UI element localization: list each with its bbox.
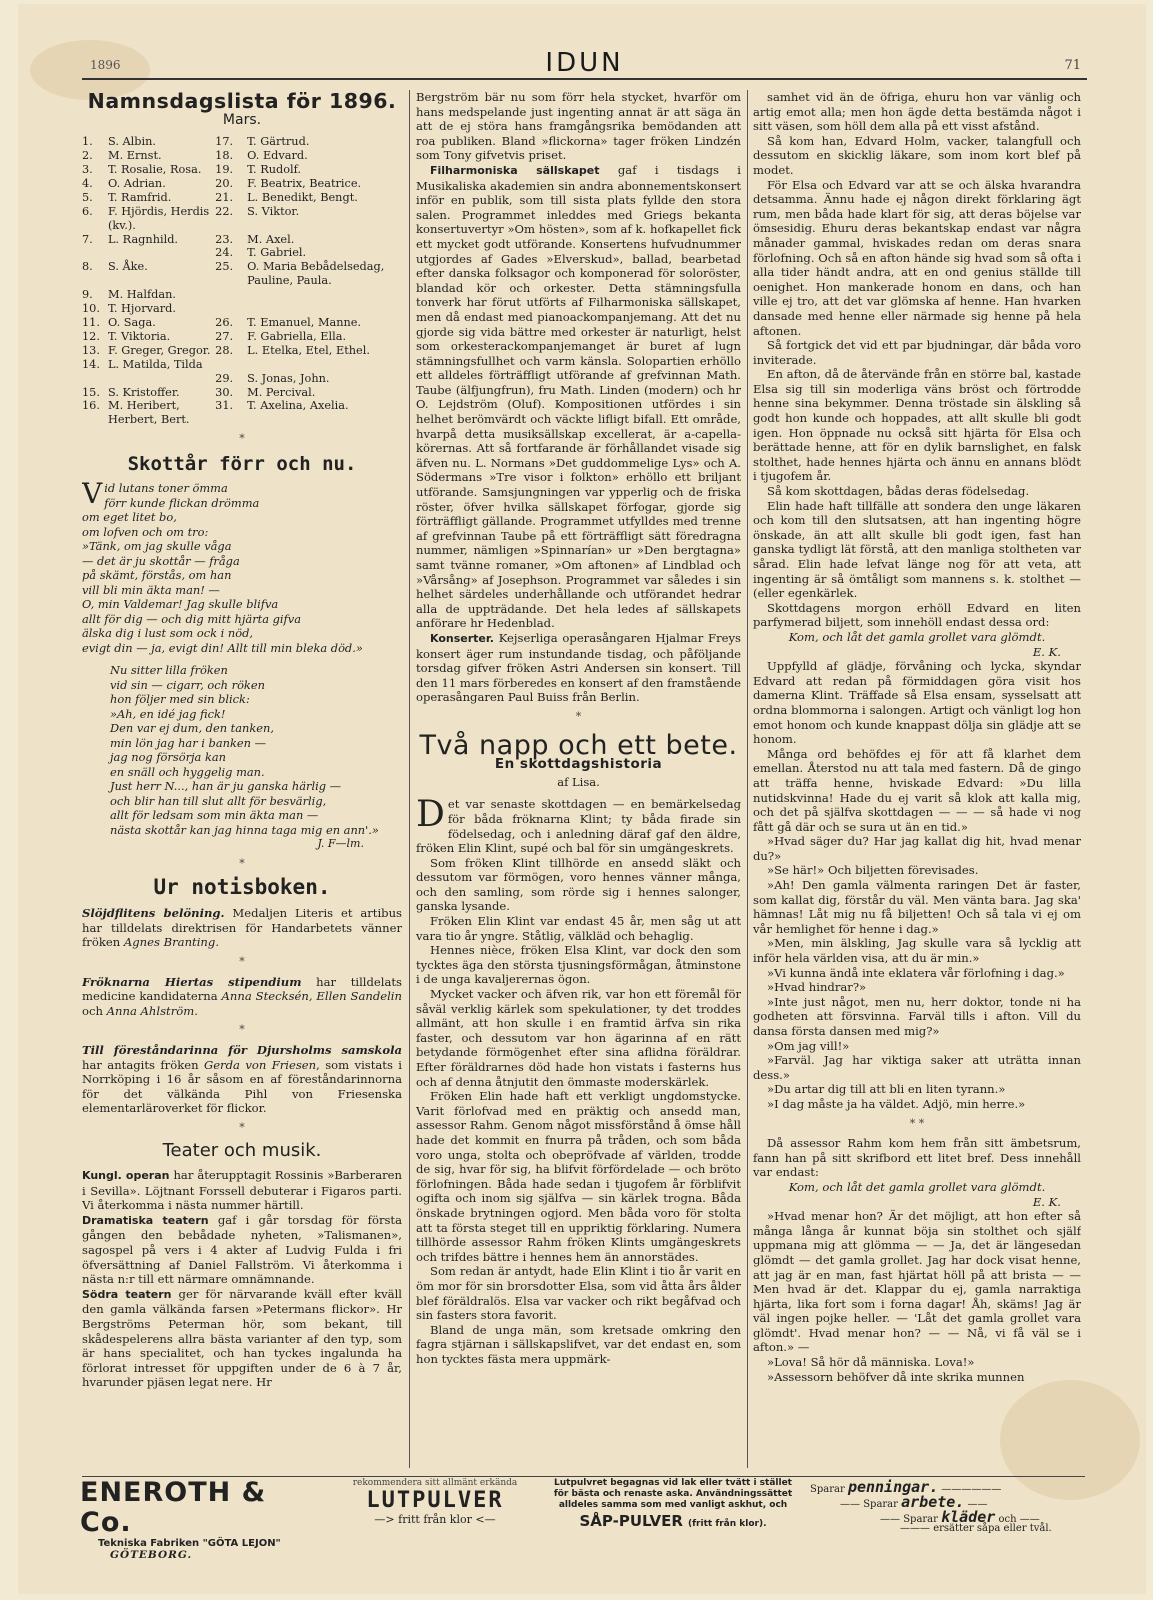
namnsdag-names: F. Gabriella, Ella. xyxy=(247,329,347,343)
notis-item xyxy=(82,1043,402,1116)
namnsdag-row xyxy=(82,386,402,400)
ad-lutpulver xyxy=(330,1478,540,1540)
story-paragraph: »Inte just något, men nu, herr doktor, tonde ni ha godheten att försvinna. Farväl tills i afton. Vill du dansa första dansen med mig?» xyxy=(753,994,1081,1038)
poem-line: älska dig i lust som ock i nöd, xyxy=(82,626,253,641)
poem-1 xyxy=(82,477,402,655)
namnsdag-names xyxy=(247,288,402,302)
story-paragraph: »Se här!» Och biljetten förevisades. xyxy=(767,863,979,878)
story-paragraph: En afton, då de återvände från en större bal, kastade Elsa sig till sin moderliga väns bröst och förtrodde henne sina bekymmer. Denna tröstade sin älskling så godt hon kunde och hoppades, att allt skulle bli godt igen. Hon öppnade nu också sitt hjärta för Elsa och berättade henne, att för en dylik barnslighet, en falsk stolthet, hade hennes hjärta och ännu en annans blödt i tjugofem år. xyxy=(753,367,1081,484)
article-text xyxy=(416,631,741,705)
poem-line: »Ah, en idé jag fick! xyxy=(110,706,226,721)
poem-line: vill bli min äkta man! — xyxy=(82,582,220,597)
namnsdag-day: 1. xyxy=(82,135,93,149)
namnsdag-row xyxy=(82,177,402,191)
poem-signature: J. F—lm. xyxy=(317,837,364,851)
poem-line: förr kunde flickan drömma xyxy=(104,495,260,510)
namnsdag-row xyxy=(82,302,402,316)
namnsdag-names: O. Adrian. xyxy=(108,176,166,190)
namnsdag-row xyxy=(82,191,402,205)
teater-paragraph xyxy=(82,1287,402,1390)
teater-paragraph xyxy=(82,1168,402,1213)
namnsdag-day: 14. xyxy=(82,357,100,371)
story-quote: Kom, och låt det gamla grollet vara glömdt. xyxy=(788,1179,1046,1194)
ad-sap-name: SÅP-PULVER xyxy=(579,1512,683,1530)
namnsdag-names: T. Hjorvard. xyxy=(108,302,176,316)
story-paragraph: »Assessorn behöfver då inte skrika munnen xyxy=(767,1369,1025,1384)
story-paragraph: Fröken Elin Klint var endast 45 år, men såg ut att vara tio år yngre. Ståtlig, välkläd och behaglig. xyxy=(416,914,741,943)
story-paragraph: Elin hade haft tillfälle att sondera den unge läkaren och kom till den slutsatsen, att han ingenting högre önskade, än att allt skulle bli godt igen, fast han ganska tydligt lät förstå, att den manliga stoltheten var sårad. Elin hade lefvat länge nog för att veta, att ingenting är så ömtåligt som mannens s. k. stolthet — (eller egenkärlek. xyxy=(753,498,1081,601)
namnsdag-day: 15. xyxy=(82,385,100,399)
poem-line: och blir han till slut allt för besvärlig, xyxy=(110,793,327,808)
namnsdag-day: 12. xyxy=(82,329,100,343)
story-paragraph: För Elsa och Edvard var att se och älska hvarandra detsamma. Ännu hade ej någon direkt förklaring ägt rum, men båda hade klart för sig, att deras böjelse var ömsesidig. Ehuru deras bekantskap endast var några månader gammal, hviskades redan om deras snara förlofning. Och så en afton hände sig hvad som så ofta i alla tider händt andra, att en ond genius ställde till oenighet. Hon mankerade honom en dans, och han ville ej tro, att det var glömska af henne. Han hvarken dansade med henne eller närmade sig henne på hela aftonen. xyxy=(753,177,1081,338)
notis-end: . xyxy=(215,935,220,950)
story-paragraph: »Men, min älskling, Jag skulle vara så lycklig att inför hela världen visa, att du är min.» xyxy=(753,936,1081,966)
namnsdag-names: S. Albin. xyxy=(108,135,157,149)
notis-name: Gerda von Friesen xyxy=(203,1057,317,1072)
poem-line: »Tänk, om jag skulle våga xyxy=(82,539,232,554)
namnsdag-title: Namnsdagslista för 1896. xyxy=(87,90,397,113)
namnsdag-row xyxy=(82,330,402,344)
teater-lead: Kungl. operan xyxy=(82,1169,170,1183)
poem-line: allt för ledsam som min äkta man — xyxy=(110,808,319,823)
notis-lead: Till föreståndarinna för Djursholms samskola xyxy=(82,1042,402,1057)
poem-line: evigt din — ja, evigt din! Allt till min bleka död.» xyxy=(82,640,363,655)
namnsdag-names xyxy=(108,246,215,260)
namnsdag-names: O. Maria Bebådelsedag, Pauline, Paula. xyxy=(247,260,385,288)
story-paragraph: »Hvad hindrar?» xyxy=(767,980,867,995)
story-quote: Kom, och låt det gamla grollet vara glömdt. xyxy=(788,629,1046,644)
story-paragraph: »Du artar dig till att bli en liten tyrann.» xyxy=(767,1082,1006,1097)
namnsdag-names: T. Rudolf. xyxy=(247,163,302,176)
namnsdag-day: 4. xyxy=(82,176,93,190)
namnsdag-names: L. Ragnhild. xyxy=(108,232,179,246)
poem-line: O, min Valdemar! Jag skulle blifva xyxy=(82,597,279,612)
ad-sparar-row: Sparar penningar. —————— xyxy=(810,1478,1002,1496)
story-paragraph: Hennes nièce, fröken Elsa Klint, var dock den som tycktes äga den största tjusningsförmågan, åtminstone i de unga kavaljerernas ögon. xyxy=(416,943,741,987)
notis-name: Anna Stecksén, Ellen Sandelin xyxy=(221,989,402,1004)
namnsdag-names: O. Edvard. xyxy=(247,149,308,163)
namnsdag-names: S. Viktor. xyxy=(247,204,300,218)
story-paragraph: »Lova! Så hör då människa. Lova!» xyxy=(767,1355,975,1370)
namnsdag-month: Mars. xyxy=(222,111,262,128)
ad-sparar-label: och xyxy=(998,1514,1017,1525)
poem-2 xyxy=(82,663,402,837)
namnsdag-row xyxy=(82,372,402,386)
separator: * xyxy=(239,1120,245,1134)
ad-lutpulver-top: rekommendera sitt allmänt erkända xyxy=(352,1478,518,1488)
ad-sap-pulver xyxy=(548,1478,798,1540)
column-rule xyxy=(409,90,410,1468)
poem-line: Just herr N..., han är ju ganska härlig — xyxy=(110,779,342,794)
notis-name: Anna Ahlström xyxy=(106,1003,195,1018)
namnsdag-names: T. Viktoria. xyxy=(108,329,171,343)
story-paragraph: Som redan är antydt, hade Elin Klint i tio år varit en öm mor för sin brorsdotter Elsa, som vid åtta års ålder blef föräldralös. Elsa var vacker och rikt begåfvad och sin fasters stora favorit. xyxy=(416,1264,741,1323)
namnsdag-day: 22. xyxy=(215,204,234,218)
magazine-title: IDUN xyxy=(545,48,624,78)
ad-sparar-row: —— Sparar arbete. —— xyxy=(840,1493,988,1511)
teater-title: Teater och musik. xyxy=(162,1139,322,1161)
notis-name: Agnes Branting xyxy=(123,935,216,950)
namnsdag-names: T. Ramfrid. xyxy=(108,190,172,204)
namnsdag-names: T. Axelina, Axelia. xyxy=(247,399,349,413)
namnsdag-names: T. Gärtrud. xyxy=(247,135,310,149)
namnsdag-day: 9. xyxy=(82,288,93,302)
separator: * xyxy=(575,709,582,723)
story-paragraph: Mycket vacker och äfven rik, var hon ett föremål för såväl verklig kärlek som spekulationer, ty det troddes allmänt, att hon skulle i en framtid ärfva sin rika faster, och dessutom var hon ägarinna af en rätt betydande förmögenhet efter sina aflidna föräldrar. Efter föräldrarnes död hade hon vistats i fasterns hus och af denna åtnjutit den ömmaste moderskärlek. xyxy=(416,987,741,1089)
header-year: 1896 xyxy=(90,58,121,72)
namnsdag-names xyxy=(108,372,215,386)
story-paragraph: Så kom han, Edvard Holm, vacker, talangfull och dessutom en skicklig läkare, som inom kort blef på modet. xyxy=(753,133,1081,177)
story-paragraph: Många ord behöfdes ej för att få klarhet dem emellan. Återstod nu att tala med fastern. Då de gingo att träffa henne, hviskade Edvard: »Du lilla nutidskvinna! Hade du ej varit så klok att kalla mig, och det på själfva skottdagen — — — så hade vi nog fått gå där och se sura ut än en tid.» xyxy=(753,746,1081,834)
story-paragraph: »Om jag vill!» xyxy=(767,1038,850,1053)
teater-lead: Södra teatern xyxy=(82,1287,172,1301)
teater-lead: Dramatiska teatern xyxy=(82,1213,209,1227)
story-paragraph: Skottdagens morgon erhöll Edvard en liten parfymerad biljett, som innehöll endast dessa ord: xyxy=(753,600,1081,630)
namnsdag-row xyxy=(82,344,402,358)
namnsdag-day xyxy=(215,288,247,302)
ad-sparar-label: Sparar xyxy=(903,1514,938,1525)
notis-title: Ur notisboken. xyxy=(153,874,331,899)
poem-line: allt för dig — och dig mitt hjärta gifva xyxy=(82,611,302,626)
namnsdag-day: 10. xyxy=(82,302,100,316)
ad-eneroth xyxy=(80,1477,320,1561)
notis-end: . xyxy=(194,1003,198,1018)
namnsdag-row xyxy=(82,260,402,288)
namnsdag-day: 31. xyxy=(215,399,234,413)
namnsdag-day xyxy=(82,246,108,260)
namnsdag-day: 29. xyxy=(215,371,234,385)
poem-line: Nu sitter lilla fröken xyxy=(110,663,228,678)
separator: * xyxy=(239,954,245,968)
namnsdag-names: T. Emanuel, Manne. xyxy=(247,315,362,329)
namnsdag-day: 26. xyxy=(215,315,234,329)
ad-eneroth-city: GÖTEBORG. xyxy=(110,1549,193,1561)
namnsdag-names: T. Rosalie, Rosa. xyxy=(108,163,202,176)
namnsdag-day: 11. xyxy=(82,315,100,329)
poem-line: på skämt, förstås, om han xyxy=(82,568,232,583)
namnsdag-day: 25. xyxy=(215,260,234,274)
story-paragraph: »Ah! Den gamla välmenta raringen Det är faster, som kallat dig, förstår du väl. Men vänta bara. Jag ska' hämnas! Låt mig nu få biljetten! Och så tala vi ej om vår hemlighet för henne i dag.» xyxy=(753,878,1081,936)
section-stars: * * xyxy=(909,1116,925,1130)
story-title: Två napp och ett bete. xyxy=(419,729,738,761)
ad-eneroth-name: ENEROTH & Co. xyxy=(80,1477,267,1538)
notis-text: har tilldelats medicine kandidaterna xyxy=(82,974,402,1004)
story-paragraph: Bland de unga män, som kretsade omkring den fagra stjärnan i sällskapslifvet, var det endast en, som hon tycktes fästa mera uppmärk- xyxy=(416,1322,741,1366)
skottar-title: Skottår förr och nu. xyxy=(127,452,357,475)
poem-line: Den var ej dum, den tanken, xyxy=(110,721,274,736)
namnsdag-day: 19. xyxy=(215,163,234,176)
notis-text: har antagits fröken xyxy=(82,1057,204,1072)
namnsdag-row xyxy=(82,358,402,372)
namnsdag-day: 6. xyxy=(82,204,93,218)
namnsdag-day xyxy=(82,372,108,386)
ad-lutpulver-name: LUTPULVER xyxy=(366,1488,504,1513)
ad-sparar xyxy=(810,1478,1080,1540)
story-paragraph: »Hvad menar hon? Är det möjligt, att hon efter så många långa år kunnat böja sin stolthet och själf uppmana mig att glömma — — Ja, det är längesedan glömdt — det gamla grollet. Jag har dock visat henne, att jag är en man, fast hjärtat höll på att brista — — Men hvad är det. Klappar du ej, gamla narraktiga hjärta, lika fort som i forna dagar! Åh, skäms! Jag är väl ingen pojke heller. — 'Låt det gamla grollet vara glömdt'. Hvad menar hon? — — Nå, vi få väl se i afton.» — xyxy=(753,1209,1081,1355)
poem-line: jag nog försörja kan xyxy=(110,750,226,765)
teater-text: ger för närvarande kväll efter kväll den gamla välkända farsen »Petermans flickor». Hr Bergströms Peterman hör, som bekant, till skådespelerens allra bästa varianter af den typ, som är hans specialitet, och han tyckes ingalunda ha förlorat intresset för uppgiften under de 6 à 7 år, hvarunder pjäsen legat nere. Hr xyxy=(82,1286,402,1390)
story-signature: E. K. xyxy=(1032,644,1061,659)
namnsdag-names: M. Axel. xyxy=(247,232,295,246)
ad-eneroth-sub: Tekniska Fabriken "GÖTA LEJON" xyxy=(98,1538,281,1549)
namnsdag-row xyxy=(82,163,402,177)
poem-line: om eget litet bo, xyxy=(82,510,177,525)
separator: * xyxy=(239,432,245,446)
story-paragraph: Fröken Elin hade haft ett verkligt ungdomstycke. Varit förlofvad med en präktig och ansedd man, assessor Rahm. Genom något missförstånd å ömse håll hade det kommit en fnurra på tråden, och som båda voro unga, stolta och obepröfvade af världen, trodde de sig, hvar för sig, ha blifvit förfördelade — och bröto förlofningen. Båda hade sedan i tjugofem år förblifvit ogifta och inom sig själfva — sin kärlek trogna. Båda önskade brytningen ogjord. Men båda voro för stolta att ta första steget till en uppriktig förklaring. Numera tillhörde assessor Rahm fröken Klints umgängeskrets och trifdes bättre i hennes hem än annorstädes. xyxy=(416,1089,741,1264)
namnsdag-names: O. Saga. xyxy=(108,315,156,329)
namnsdag-names: S. Kristoffer. xyxy=(108,385,180,399)
namnsdag-day: 20. xyxy=(215,176,234,190)
namnsdag-names: M. Halfdan. xyxy=(108,288,176,302)
namnsdag-names: F. Hjördis, Herdis (kv.). xyxy=(108,204,210,232)
page-number: 71 xyxy=(1064,58,1081,73)
namnsdag-names: L. Etelka, Etel, Ethel. xyxy=(247,343,370,357)
namnsdag-table xyxy=(82,135,402,427)
story-paragraph: et var senaste skottdagen — en bemärkelsedag för båda fröknarna Klint; ty båda firade sin födelsedag, och i anledning däraf gaf den äldre, fröken Elin Klint, supé och bal för sin umgängeskrets. xyxy=(416,797,741,856)
notis-item xyxy=(82,975,402,1019)
story-author: af Lisa. xyxy=(557,774,600,789)
namnsdag-day: 17. xyxy=(215,135,234,149)
namnsdag-day xyxy=(215,302,247,316)
ad-sparar-word: kläder xyxy=(941,1508,996,1526)
column-rule xyxy=(747,90,748,1468)
namnsdag-names: F. Greger, Gregor. xyxy=(108,343,211,357)
story-paragraph: Så fortgick det vid ett par bjudningar, där båda voro inviterade. xyxy=(753,338,1081,367)
namnsdag-row xyxy=(82,246,402,260)
ad-sparar-word: penningar. xyxy=(847,1478,939,1496)
article-text: Bergström bär nu som förr hela stycket, hvarför om hans medspelande just ingenting annat är att säga än att de ej störa hans framgångsrika bemödanden att roa publiken. Bland »flickorna» tager fröken Lindzén som Tony gifvetvis priset. xyxy=(416,90,741,163)
column-1 xyxy=(82,90,402,1478)
story-paragraph: »I dag måste ja ha väldet. Adjö, min herre.» xyxy=(767,1096,1026,1111)
namnsdag-names: T. Gabriel. xyxy=(247,246,307,260)
poem-line: — det är ju skottår — fråga xyxy=(82,553,240,568)
namnsdag-names: F. Beatrix, Beatrice. xyxy=(247,176,362,190)
poem-dropcap: V xyxy=(82,477,103,511)
namnsdag-day: 21. xyxy=(215,190,234,204)
story-dropcap: D xyxy=(416,794,445,836)
namnsdag-day: 23. xyxy=(215,232,234,246)
ad-sparar-row: ——— ersätter såpa eller tvål. xyxy=(900,1523,1052,1534)
notis-text: Medaljen Literis et artibus har tilldelats direktrisen för Handarbetets vänner fröken xyxy=(82,906,402,950)
poem-line: id lutans toner ömma xyxy=(104,481,228,496)
poem-line: en snäll och hyggelig man. xyxy=(110,764,265,779)
page-header xyxy=(82,44,1087,80)
poem-line: nästa skottår kan jag hinna taga mig en ann'.» xyxy=(110,822,379,837)
ad-sap-text: Lutpulvret begagnas vid lak eller tvätt i stället för bästa och renaste aska. Användningssättet alldeles samma som med vanligt askhut, och xyxy=(553,1478,793,1510)
namnsdag-row xyxy=(82,399,402,427)
story-signature: E. K. xyxy=(1032,1194,1061,1209)
namnsdag-day xyxy=(215,358,247,372)
namnsdag-day: 30. xyxy=(215,385,234,399)
article-text xyxy=(416,163,741,631)
notis-end: , som vistats i Norrköping i 16 år såsom en af föreståndarinnorna för det välkända Pihl von Friesenska elementarläroverket för flickor. xyxy=(82,1057,402,1116)
poem-line: om lofven och om tro: xyxy=(82,524,209,539)
namnsdag-day: 24. xyxy=(215,246,234,260)
notis-mid: och xyxy=(82,1003,107,1018)
ad-sparar-tail: ersätter såpa eller tvål. xyxy=(933,1523,1052,1534)
notis-lead: Fröknarna Hiertas stipendium xyxy=(82,974,302,989)
namnsdag-row xyxy=(82,316,402,330)
ad-sparar-label: Sparar xyxy=(863,1499,898,1510)
poem-line: vid sin — cigarr, och röken xyxy=(110,677,265,692)
namnsdag-names: M. Ernst. xyxy=(108,149,162,163)
namnsdag-day: 27. xyxy=(215,329,234,343)
namnsdag-names: M. Heribert, Herbert, Bert. xyxy=(108,399,190,427)
teater-text: gaf i går torsdag för första gången den bebådade nyheten, »Talismanen», sagospel på vers i 4 akter af Ludvig Fulda i fri öfversättning af Daniel Fallström. Vi återkomma i nästa n:r till ett närmare omnämnande. xyxy=(82,1212,402,1287)
separator: * xyxy=(239,857,245,870)
ad-lutpulver-bottom: —> fritt från klor <— xyxy=(374,1513,496,1526)
ad-sparar-label: Sparar xyxy=(810,1484,845,1495)
story-paragraph: samhet vid än de öfriga, ehuru hon var vänlig och artig emot alla; men hon ägde detta bestämda något i sitt väsen, som höll dem alla på ett visst afstånd. xyxy=(753,90,1081,134)
article-lead: Konserter. xyxy=(430,631,494,645)
namnsdag-names: S. Jonas, John. xyxy=(247,371,330,385)
story-paragraph: Uppfylld af glädje, förvåning och lycka, skyndar Edvard att redan på förmiddagen göra visit hos damerna Klint. Träffade så Elsa ensam, sysselsatt att ordna blommorna i salongen. Artigt och vänligt log hon emot honom och kunde knappast dölja sin glädje att se honom. xyxy=(753,659,1081,747)
namnsdag-day: 28. xyxy=(215,343,234,357)
column-2 xyxy=(416,90,741,1478)
story-body xyxy=(416,794,741,1366)
namnsdag-names xyxy=(247,358,402,372)
namnsdag-day: 2. xyxy=(82,149,93,163)
article-lead: Filharmoniska sällskapet xyxy=(430,163,600,177)
notis-item xyxy=(82,906,402,950)
namnsdag-day: 5. xyxy=(82,190,93,204)
article-body: Kejserliga operasångaren Hjalmar Freys konsert äger rum instundande tisdag, och påföljande torsdag gifver fröken Astri Andersen sin konsert. Till den 11 mars förberedes en konsert af den framstående operasångaren Paul Buiss från Berlin. xyxy=(416,630,741,705)
article-body: gaf i tisdags i Musikaliska akademien sin andra abonnementskonsert inför en publik, som till sista plats fyllde den stora salen. Programmet inleddes med Griegs bekanta konsertuvertyr »Om hösten», som af k. hofkapellet fick ett mycket godt utförande. Konsertens hufvudnummer utgjordes af Gades »Elverskud», ballad, bearbetad efter danska folksagor och komponerad för soloröster, blandad kör och orkester. Detta stämningsfulla tonverk har förut utförts af Filharmoniska sällskapet, men då endast med pianoackompanjemang. Att det nu gjorde sig vida bättre med orkester är naturligt, helst som orkesterackompanjemanget är buret af lugn stämningsfullhet och varm känsla. Solopartien erhöllo ett alldeles förträffligt utförande af grefvinnan Math. Taube (älfjungfrun), fru Math. Linden (modern) och hr O. Lejdström (Oluf). Kompositionen utfördes i sin helhet berömvärdt och väckte lifligt bifall. Ett område, hvarpå detta musiksällskap excellerat, är a-capella-körernas. Att så fortfarande är förhållandet visade sig äfven nu. L. Normans »Det guddommelige Lys» och A. Södermans »Tre visor i folkton» erhöllo ett briljant utförande. Samsjungningen var ypperlig och de friska röster, öfver hvilka sällskapet förfogar, gjorde sig förträffligt gällande. Programmet utfylldes med trenne af grefvinnan Taube på ett förträffligt sätt föredragna nummer, nämligen »Spinnarían» ur »Den bergtagna» samt tvänne romaner, »Om aftonen» af Lindblad och »Vårsång» af Josephson. Programmet var således i sin helhet särdeles underhållande och utförandet hedrar alla de uppträdande. Det hela ledes af sällskapets anförare hr Hedenblad. xyxy=(416,162,741,631)
ad-sparar-row: —— Sparar kläder och —— xyxy=(880,1508,1040,1526)
poem-line: hon följer med sin blick: xyxy=(110,692,250,707)
namnsdag-names xyxy=(247,302,402,316)
namnsdag-row xyxy=(82,135,402,149)
namnsdag-names: L. Matilda, Tilda xyxy=(108,357,203,371)
teater-text: har återupptagit Rossinis »Barberaren i Sevilla». Löjtnant Forssell debuterar i Figaros parti. Vi återkomma i nästa nummer härtill. xyxy=(82,1168,402,1213)
namnsdag-names: L. Benedikt, Bengt. xyxy=(247,190,358,204)
namnsdag-day: 8. xyxy=(82,260,93,274)
story-paragraph: Så kom skottdagen, bådas deras födelsedag. xyxy=(767,484,1030,499)
namnsdag-names: S. Åke. xyxy=(108,260,148,274)
namnsdag-day: 7. xyxy=(82,232,93,246)
namnsdag-day: 3. xyxy=(82,163,93,176)
poem-line: min lön jag har i banken — xyxy=(110,735,266,750)
namnsdag-day: 16. xyxy=(82,399,100,413)
story-paragraph: »Hvad säger du? Har jag kallat dig hit, hvad menar du?» xyxy=(753,834,1081,863)
story-paragraph: »Vi kunna ändå inte eklatera vår förlofning i dag.» xyxy=(767,965,1065,980)
story-paragraph: »Farväl. Jag har viktiga saker att uträtta innan dess.» xyxy=(753,1053,1081,1082)
ad-sap-note: (fritt från klor). xyxy=(688,1519,767,1529)
namnsdag-row xyxy=(82,233,402,247)
namnsdag-row xyxy=(82,288,402,302)
namnsdag-names: M. Percival. xyxy=(247,385,316,399)
separator: * xyxy=(239,1023,245,1037)
column-3 xyxy=(753,90,1081,1478)
teater-paragraph xyxy=(82,1213,402,1287)
ad-sparar-word: arbete. xyxy=(901,1493,965,1511)
namnsdag-row xyxy=(82,205,402,233)
story-paragraph: Som fröken Klint tillhörde en ansedd släkt och dessutom var förmögen, voro hennes vänner många, och den samling, som rörde sig i hennes salonger, ganska lysande. xyxy=(416,855,741,914)
story-paragraph: Då assessor Rahm kom hem från sitt ämbetsrum, fann han på sitt skrifbord ett litet bref. Dess innehåll var endast: xyxy=(753,1136,1081,1180)
notis-lead: Slöjdflitens belöning. xyxy=(82,906,225,921)
namnsdag-day: 18. xyxy=(215,149,234,163)
story-subtitle: En skottdagshistoria xyxy=(494,756,663,773)
namnsdag-day: 13. xyxy=(82,343,100,357)
namnsdag-row xyxy=(82,149,402,163)
